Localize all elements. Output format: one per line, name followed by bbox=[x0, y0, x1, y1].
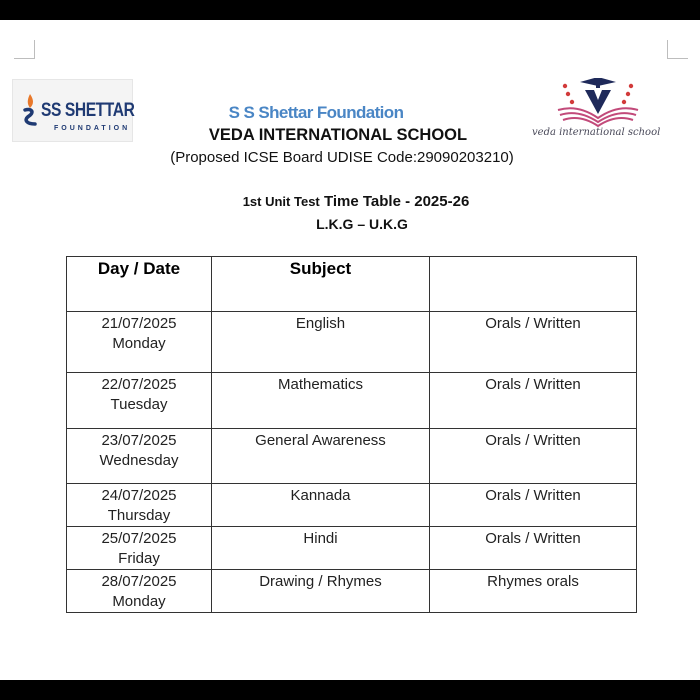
table-row bbox=[67, 312, 637, 373]
mode-cell: Orals / Written bbox=[430, 527, 637, 570]
date-text: 21/07/2025 bbox=[101, 315, 177, 332]
date-text: 23/07/2025 bbox=[101, 432, 177, 449]
date-cell bbox=[67, 570, 212, 613]
date-text: 25/07/2025 bbox=[101, 530, 177, 547]
mode-cell: Orals / Written bbox=[430, 429, 637, 484]
date-text: 28/07/2025 bbox=[101, 573, 177, 590]
date-cell bbox=[67, 373, 212, 429]
school-name: VEDA INTERNATIONAL SCHOOL bbox=[208, 126, 468, 144]
foundation-name: S S Shettar Foundation bbox=[228, 103, 404, 122]
mode-cell: Rhymes orals bbox=[430, 570, 637, 613]
timetable-title-prefix: 1st Unit Test bbox=[242, 194, 320, 209]
mode-cell: Orals / Written bbox=[430, 484, 637, 527]
subject-cell: Kannada bbox=[212, 484, 430, 527]
table-row bbox=[67, 429, 637, 484]
header-mode bbox=[430, 257, 637, 312]
class-range: L.K.G – U.K.G bbox=[316, 216, 408, 232]
day-text: Friday bbox=[118, 550, 160, 567]
date-cell bbox=[67, 429, 212, 484]
day-text: Monday bbox=[112, 593, 166, 610]
margin-corner-top-right bbox=[667, 40, 688, 59]
header-subject: Subject bbox=[212, 257, 430, 312]
logo-sub-text: FOUNDATION bbox=[54, 125, 131, 132]
timetable-title-main: Time Table - 2025-26 bbox=[323, 193, 470, 210]
day-text: Wednesday bbox=[99, 452, 179, 469]
table-header-row bbox=[67, 257, 637, 312]
date-cell bbox=[67, 312, 212, 373]
subject-cell: English bbox=[212, 312, 430, 373]
date-cell bbox=[67, 527, 212, 570]
subject-cell: Mathematics bbox=[212, 373, 430, 429]
day-text: Thursday bbox=[107, 507, 171, 524]
table-row bbox=[67, 484, 637, 527]
date-text: 24/07/2025 bbox=[101, 487, 177, 504]
logo-script-text: veda international school bbox=[532, 127, 661, 138]
timetable-table bbox=[66, 256, 637, 613]
margin-corner-top-left bbox=[14, 40, 35, 59]
mode-cell: Orals / Written bbox=[430, 373, 637, 429]
table-row bbox=[67, 373, 637, 429]
timetable-title bbox=[6, 193, 700, 210]
day-text: Tuesday bbox=[110, 396, 168, 413]
udise-code-line: (Proposed ICSE Board UDISE Code:29090203210) bbox=[170, 149, 514, 166]
date-text: 22/07/2025 bbox=[101, 376, 177, 393]
day-text: Monday bbox=[112, 335, 166, 352]
logo-brand-text: SS SHETTAR bbox=[41, 100, 135, 121]
date-cell bbox=[67, 484, 212, 527]
header-day-date: Day / Date bbox=[67, 257, 212, 312]
table-row bbox=[67, 527, 637, 570]
subject-cell: Drawing / Rhymes bbox=[212, 570, 430, 613]
subject-cell: General Awareness bbox=[212, 429, 430, 484]
mode-cell: Orals / Written bbox=[430, 312, 637, 373]
table-row bbox=[67, 570, 637, 613]
subject-cell: Hindi bbox=[212, 527, 430, 570]
